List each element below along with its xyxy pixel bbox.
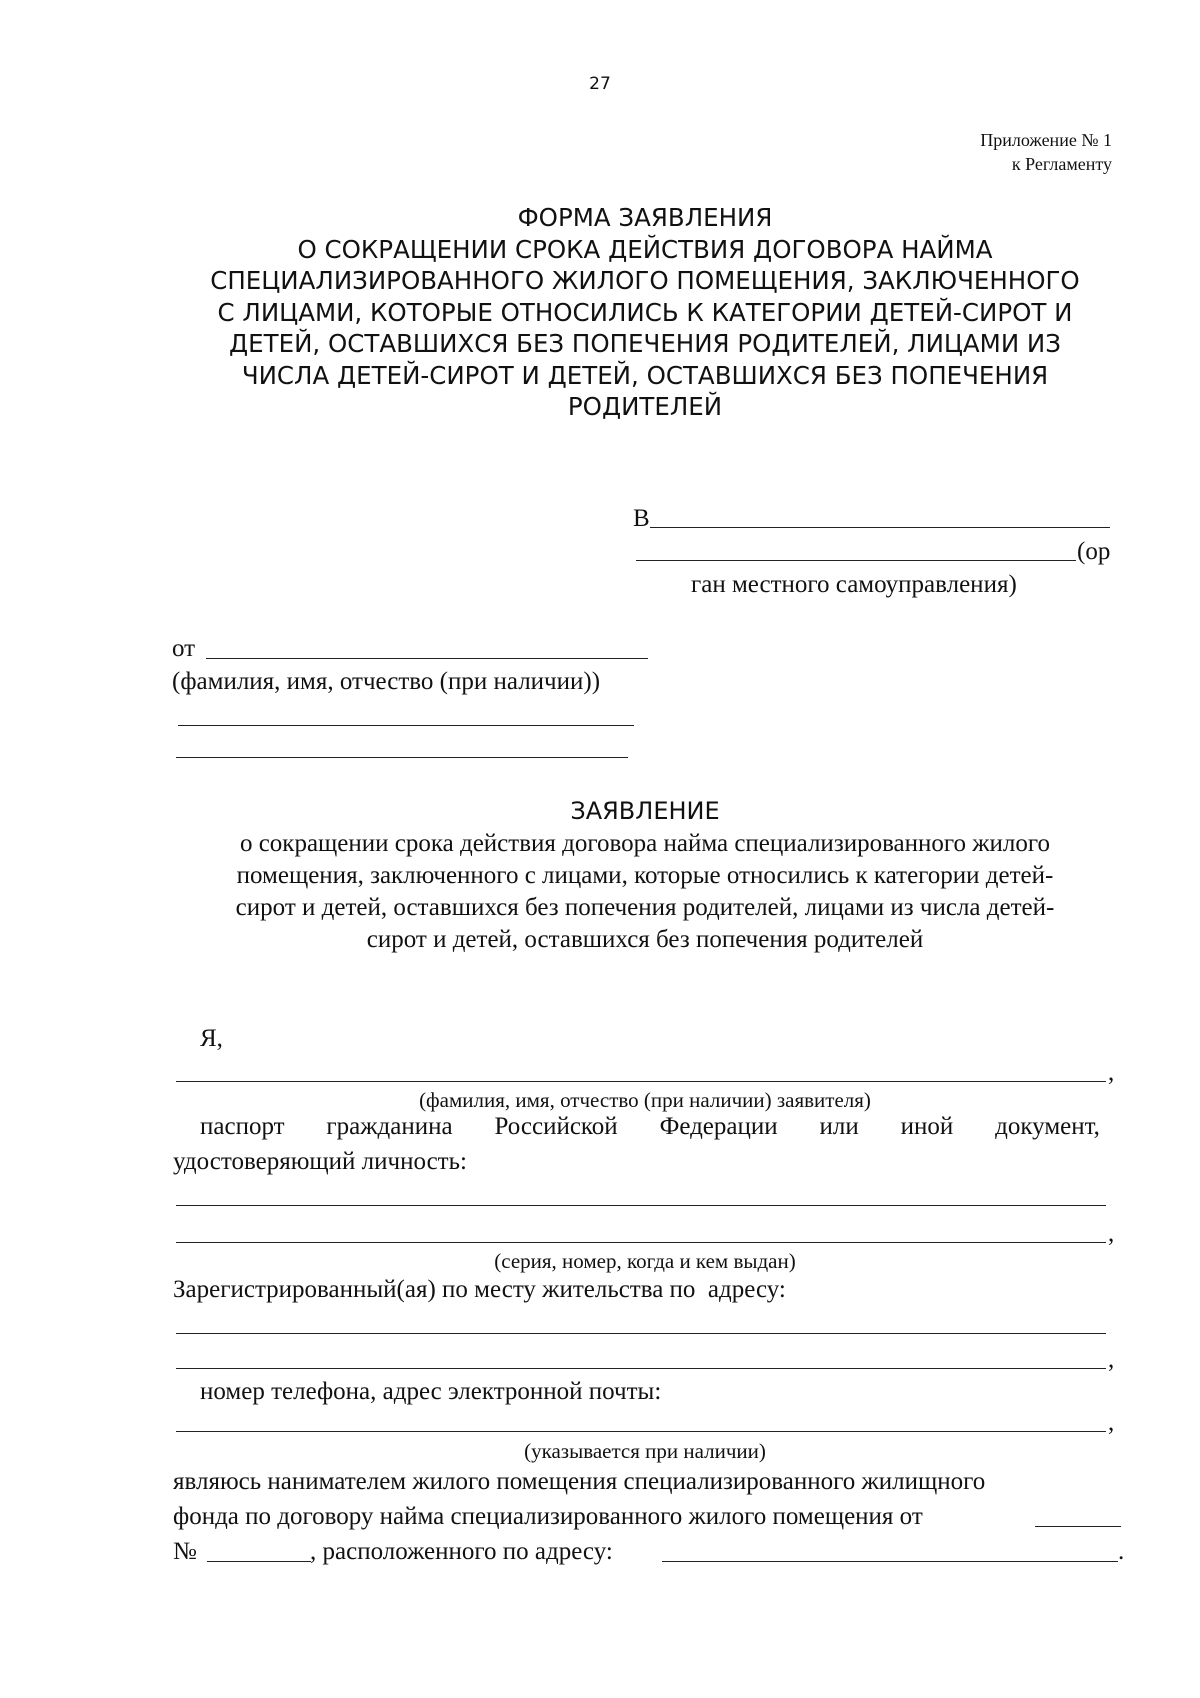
form-title-line: ЧИСЛА ДЕТЕЙ-СИРОТ И ДЕТЕЙ, ОСТАВШИХСЯ БЕЗ ПОПЕЧЕНИЯ (241, 360, 1049, 390)
sender-address-line-1[interactable] (178, 725, 634, 726)
statement-subtitle (170, 828, 1120, 956)
tenant-line-1: являюсь нанимателем жилого помещения специализированного жилищного (173, 1468, 986, 1495)
passport-word: иной (900, 1113, 954, 1140)
applicant-comma: , (1108, 1059, 1115, 1086)
contract-number-line[interactable] (207, 1561, 311, 1562)
applicant-name-line[interactable] (176, 1081, 1106, 1082)
passport-comma: , (1108, 1220, 1115, 1247)
form-title-line: С ЛИЦАМИ, КОТОРЫЕ ОТНОСИЛИСЬ К КАТЕГОРИИ ДЕТЕЙ-СИРОТ И (217, 297, 1073, 327)
addressee-prefix: В (633, 505, 650, 532)
passport-word: Российской (494, 1113, 618, 1140)
passport-word: Федерации (659, 1113, 778, 1140)
statement-subtitle-line: сирот и детей, оставшихся без попечения родителей (366, 926, 924, 953)
passport-details-line-2[interactable] (176, 1242, 1106, 1243)
sender-address-line-2[interactable] (176, 757, 628, 758)
addressee-org-caption: ган местного самоуправления) (691, 571, 1017, 598)
phone-email-line[interactable] (176, 1431, 1106, 1432)
passport-word: документ, (995, 1113, 1100, 1140)
registration-address-line-1[interactable] (176, 1333, 1106, 1334)
sender-caption: (фамилия, имя, отчество (при наличии)) (172, 668, 601, 695)
sender-prefix: от (172, 635, 196, 662)
statement-heading: ЗАЯВЛЕНИЕ (570, 797, 720, 825)
addressee-org-line[interactable] (650, 527, 1110, 528)
addressee-org-suffix: (ор (1077, 538, 1111, 565)
form-title-line: ДЕТЕЙ, ОСТАВШИХСЯ БЕЗ ПОПЕЧЕНИЯ РОДИТЕЛЕЙ, ЛИЦАМИ ИЗ (229, 329, 1061, 358)
passport-word: или (819, 1113, 859, 1140)
phone-email-label: номер телефона, адрес электронной почты: (200, 1378, 662, 1405)
registered-label: Зарегистрированный(ая) по месту жительства по адресу: (173, 1276, 786, 1303)
contract-date-line[interactable] (1035, 1526, 1121, 1527)
statement-subtitle-line: помещения, заключенного с лицами, которые относились к категории детей- (236, 862, 1054, 889)
final-period: . (1118, 1538, 1125, 1565)
located-at-label: , расположенного по адресу: (310, 1538, 613, 1565)
applicant-caption: (фамилия, имя, отчество (при наличии) заявителя) (419, 1088, 871, 1112)
passport-word: паспорт (200, 1113, 285, 1140)
statement-subtitle-line: сирот и детей, оставшихся без попечения родителей, лицами из числа детей- (235, 894, 1055, 921)
passport-details-line-1[interactable] (176, 1205, 1106, 1206)
addressee-org-line-2[interactable] (636, 560, 1076, 561)
tenant-line-2: фонда по договору найма специализированного жилого помещения от (173, 1503, 923, 1530)
form-title-line: ФОРМА ЗАЯВЛЕНИЯ (517, 203, 773, 232)
appendix-line-1: Приложение № 1 (980, 130, 1112, 150)
registration-comma: , (1108, 1346, 1115, 1373)
number-sign: № (173, 1538, 197, 1565)
registration-address-line-2[interactable] (176, 1368, 1106, 1369)
form-title-line: О СОКРАЩЕНИИ СРОКА ДЕЙСТВИЯ ДОГОВОРА НАЙМА (297, 234, 993, 264)
passport-word: гражданина (326, 1113, 453, 1140)
form-title-line: РОДИТЕЛЕЙ (567, 392, 723, 421)
phone-email-comma: , (1108, 1409, 1115, 1436)
passport-caption: (серия, номер, когда и кем выдан) (494, 1249, 796, 1273)
form-title-line: СПЕЦИАЛИЗИРОВАННОГО ЖИЛОГО ПОМЕЩЕНИЯ, ЗАКЛЮЧЕННОГО (210, 266, 1080, 295)
appendix-note (980, 128, 1112, 176)
page-number: 27 (589, 74, 611, 94)
dwelling-address-line[interactable] (662, 1561, 1118, 1562)
passport-line-1 (200, 1113, 1100, 1141)
ya-label: Я, (200, 1025, 223, 1052)
passport-line-2: удостоверяющий личность: (173, 1148, 467, 1175)
optional-caption: (указывается при наличии) (524, 1439, 766, 1463)
appendix-line-2: к Регламенту (1011, 154, 1112, 174)
form-title (170, 202, 1120, 423)
statement-subtitle-line: о сокращении срока действия договора найма специализированного жилого (239, 830, 1051, 857)
sender-name-line[interactable] (206, 658, 648, 659)
